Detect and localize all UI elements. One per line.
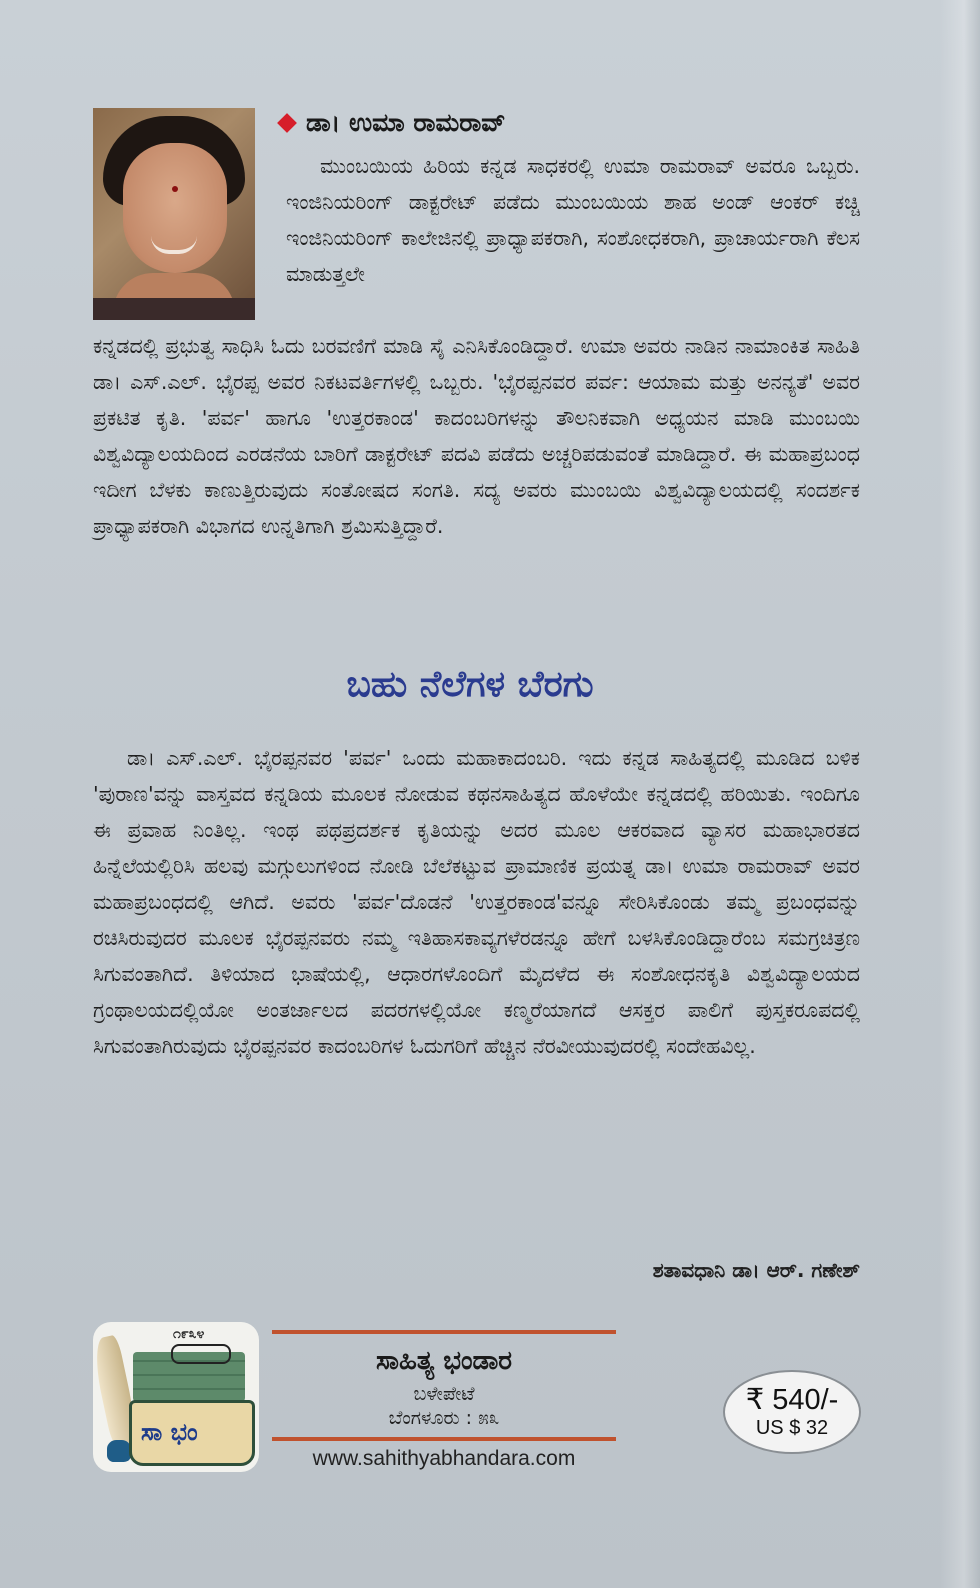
publisher-area: ಬಳೇಪೇಟೆ <box>413 1383 475 1405</box>
publisher-bottom-rule <box>272 1437 616 1441</box>
logo-year: ೧೯೩೪ <box>173 1326 205 1342</box>
publisher-city: ಬೆಂಗಳೂರು : ೫೩ <box>388 1407 500 1429</box>
publisher-top-rule <box>272 1330 616 1334</box>
glasses-icon <box>171 1344 231 1364</box>
author-name: ಡಾ। ಉಮಾ ರಾಮರಾವ್ <box>306 108 506 137</box>
author-photo <box>93 108 255 320</box>
blurb-paragraph: ಡಾ। ಎಸ್.ಎಲ್. ಭೈರಪ್ಪನವರ 'ಪರ್ವ' ಒಂದು ಮಹಾಕಾದಂಬರಿ. ಇದು ಕನ್ನಡ ಸಾಹಿತ್ಯದಲ್ಲಿ ಮೂಡಿದ ಬಳಿಕ 'ಪುರಾಣ'ವನ್ನು ವಾಸ್ತವದ ಕನ್ನಡಿಯ ಮೂಲಕ ನೋಡುವ ಕಥನಸಾಹಿತ್ಯದ ಹೊಳೆಯೇ ಕನ್ನಡದಲ್ಲಿ ಹರಿಯಿತು. ಇಂದಿಗೂ ಈ ಪ್ರವಾಹ ನಿಂತಿಲ್ಲ. ಇಂಥ ಪಥಪ್ರದರ್ಶಕ ಕೃತಿಯನ್ನು ಅದರ ಮೂಲ ಆಕರವಾದ ವ್ಯಾಸರ ಮಹಾಭಾರತದ ಹಿನ್ನೆಲೆಯಲ್ಲಿರಿಸಿ ಹಲವು ಮಗ್ಗುಲುಗಳಿಂದ ನೋಡಿ ಬೆಲೆಕಟ್ಟುವ ಪ್ರಾಮಾಣಿಕ ಪ್ರಯತ್ನ ಡಾ। ಉಮಾ ರಾಮರಾವ್ ಅವರ ಮಹಾಪ್ರಬಂಧದಲ್ಲಿ ಆಗಿದೆ. ಅವರು 'ಪರ್ವ'ದೊಡನೆ 'ಉತ್ತರಕಾಂಡ'ವನ್ನೂ ಸೇರಿಸಿಕೊಂಡು ತಮ್ಮ ಪ್ರಬಂಧವನ್ನು ರಚಿಸಿರುವುದರ ಮೂಲಕ ಭೈರಪ್ಪನವರು ನಮ್ಮ ಇತಿಹಾಸಕಾವ್ಯಗಳೆರಡನ್ನೂ ಹೇಗೆ ಬಳಸಿಕೊಂಡಿದ್ದಾರೆಂಬ ಸಮಗ್ರಚಿತ್ರಣ ಸಿಗುವಂತಾಗಿದೆ. ತಿಳಿಯಾದ ಭಾಷೆಯಲ್ಲಿ, ಆಧಾರಗಳೊಂದಿಗೆ ಮೈದಳೆದ ಈ ಸಂಶೋಧನಕೃತಿ ವಿಶ್ವವಿದ್ಯಾಲಯದ ಗ್ರಂಥಾಲಯದಲ್ಲಿಯೋ ಅಂತರ್ಜಾಲದ ಪದರಗಳಲ್ಲಿಯೋ ಕಣ್ಮರೆಯಾಗದೆ ಆಸಕ್ತರ ಪಾಲಿಗೆ ಪುಸ್ತಕರೂಪದಲ್ಲಿ ಸಿಗುವಂತಾಗಿರುವುದು ಭೈರಪ್ಪನವರ ಕಾದಂಬರಿಗಳ ಓದುಗರಿಗೆ ಹೆಚ್ಚಿನ ನೆರವೀಯುವುದರಲ್ಲಿ ಸಂದೇಹವಿಲ್ಲ. <box>93 746 860 1058</box>
section-title: ಬಹು ನೆಲೆಗಳ ಬೆರಗು <box>346 664 594 705</box>
publisher-logo <box>93 1322 259 1472</box>
logo-text: ಸಾ ಭಂ <box>141 1418 198 1446</box>
diamond-bullet-icon <box>277 113 297 133</box>
price-usd: US $ 32 <box>755 1417 829 1439</box>
blurb-signature: ಶತಾವಧಾನಿ ಡಾ। ಆರ್. ಗಣೇಶ್ <box>652 1258 860 1282</box>
book-spine-edge <box>940 0 980 1588</box>
price-inr: ₹ 540/- <box>745 1384 839 1416</box>
inkpot-icon <box>107 1440 131 1462</box>
author-bio-top: ಮುಂಬಯಿಯ ಹಿರಿಯ ಕನ್ನಡ ಸಾಧಕರಲ್ಲಿ ಉಮಾ ರಾಮರಾವ್ ಅವರೂ ಒಬ್ಬರು. ಇಂಜಿನಿಯರಿಂಗ್ ಡಾಕ್ಟರೇಟ್ ಪಡೆದು ಮುಂಬಯಿಯ ಶಾಹ ಅಂಡ್ ಆಂಕರ್ ಕಚ್ಚಿ ಇಂಜಿನಿಯರಿಂಗ್ ಕಾಲೇಜಿನಲ್ಲಿ ಪ್ರಾಧ್ಯಾಪಕರಾಗಿ, ಸಂಶೋಧಕರಾಗಿ, ಪ್ರಾಚಾರ್ಯರಾಗಿ ಕೆಲಸ ಮಾಡುತ್ತಲೇ <box>286 154 860 286</box>
publisher-block <box>272 1330 616 1471</box>
price-badge <box>723 1370 861 1454</box>
publisher-name: ಸಾಹಿತ್ಯ ಭಂಡಾರ <box>375 1346 513 1376</box>
author-bio-bottom: ಕನ್ನಡದಲ್ಲಿ ಪ್ರಭುತ್ವ ಸಾಧಿಸಿ ಓದು ಬರವಣಿಗೆ ಮಾಡಿ ಸೈ ಎನಿಸಿಕೊಂಡಿದ್ದಾರೆ. ಉಮಾ ಅವರು ನಾಡಿನ ನಾಮಾಂಕಿತ ಸಾಹಿತಿ ಡಾ। ಎಸ್.ಎಲ್. ಭೈರಪ್ಪ ಅವರ ನಿಕಟವರ್ತಿಗಳಲ್ಲಿ ಒಬ್ಬರು. 'ಭೈರಪ್ಪನವರ ಪರ್ವ: ಆಯಾಮ ಮತ್ತು ಅನನ್ಯತೆ' ಅವರ ಪ್ರಕಟಿತ ಕೃತಿ. 'ಪರ್ವ' ಹಾಗೂ 'ಉತ್ತರಕಾಂಡ' ಕಾದಂಬರಿಗಳನ್ನು ತೌಲನಿಕವಾಗಿ ಅಧ್ಯಯನ ಮಾಡಿ ಮುಂಬಯಿ ವಿಶ್ವವಿದ್ಯಾಲಯದಿಂದ ಎರಡನೆಯ ಬಾರಿಗೆ ಡಾಕ್ಟರೇಟ್ ಪದವಿ ಪಡೆದು ಅಚ್ಚರಿಪಡುವಂತೆ ಮಾಡಿದ್ದಾರೆ. ಈ ಮಹಾಪ್ರಬಂಧ ಇದೀಗ ಬೆಳಕು ಕಾಣುತ್ತಿರುವುದು ಸಂತೋಷದ ಸಂಗತಿ. ಸದ್ಯ ಅವರು ಮುಂಬಯಿ ವಿಶ್ವವಿದ್ಯಾಲಯದಲ್ಲಿ ಸಂದರ್ಶಕ ಪ್ರಾಧ್ಯಾಪಕರಾಗಿ ವಿಭಾಗದ ಉನ್ನತಿಗಾಗಿ ಶ್ರಮಿಸುತ್ತಿದ್ದಾರೆ. <box>93 334 860 538</box>
publisher-website: www.sahithyabhandara.com <box>312 1447 576 1470</box>
author-heading <box>280 108 505 138</box>
